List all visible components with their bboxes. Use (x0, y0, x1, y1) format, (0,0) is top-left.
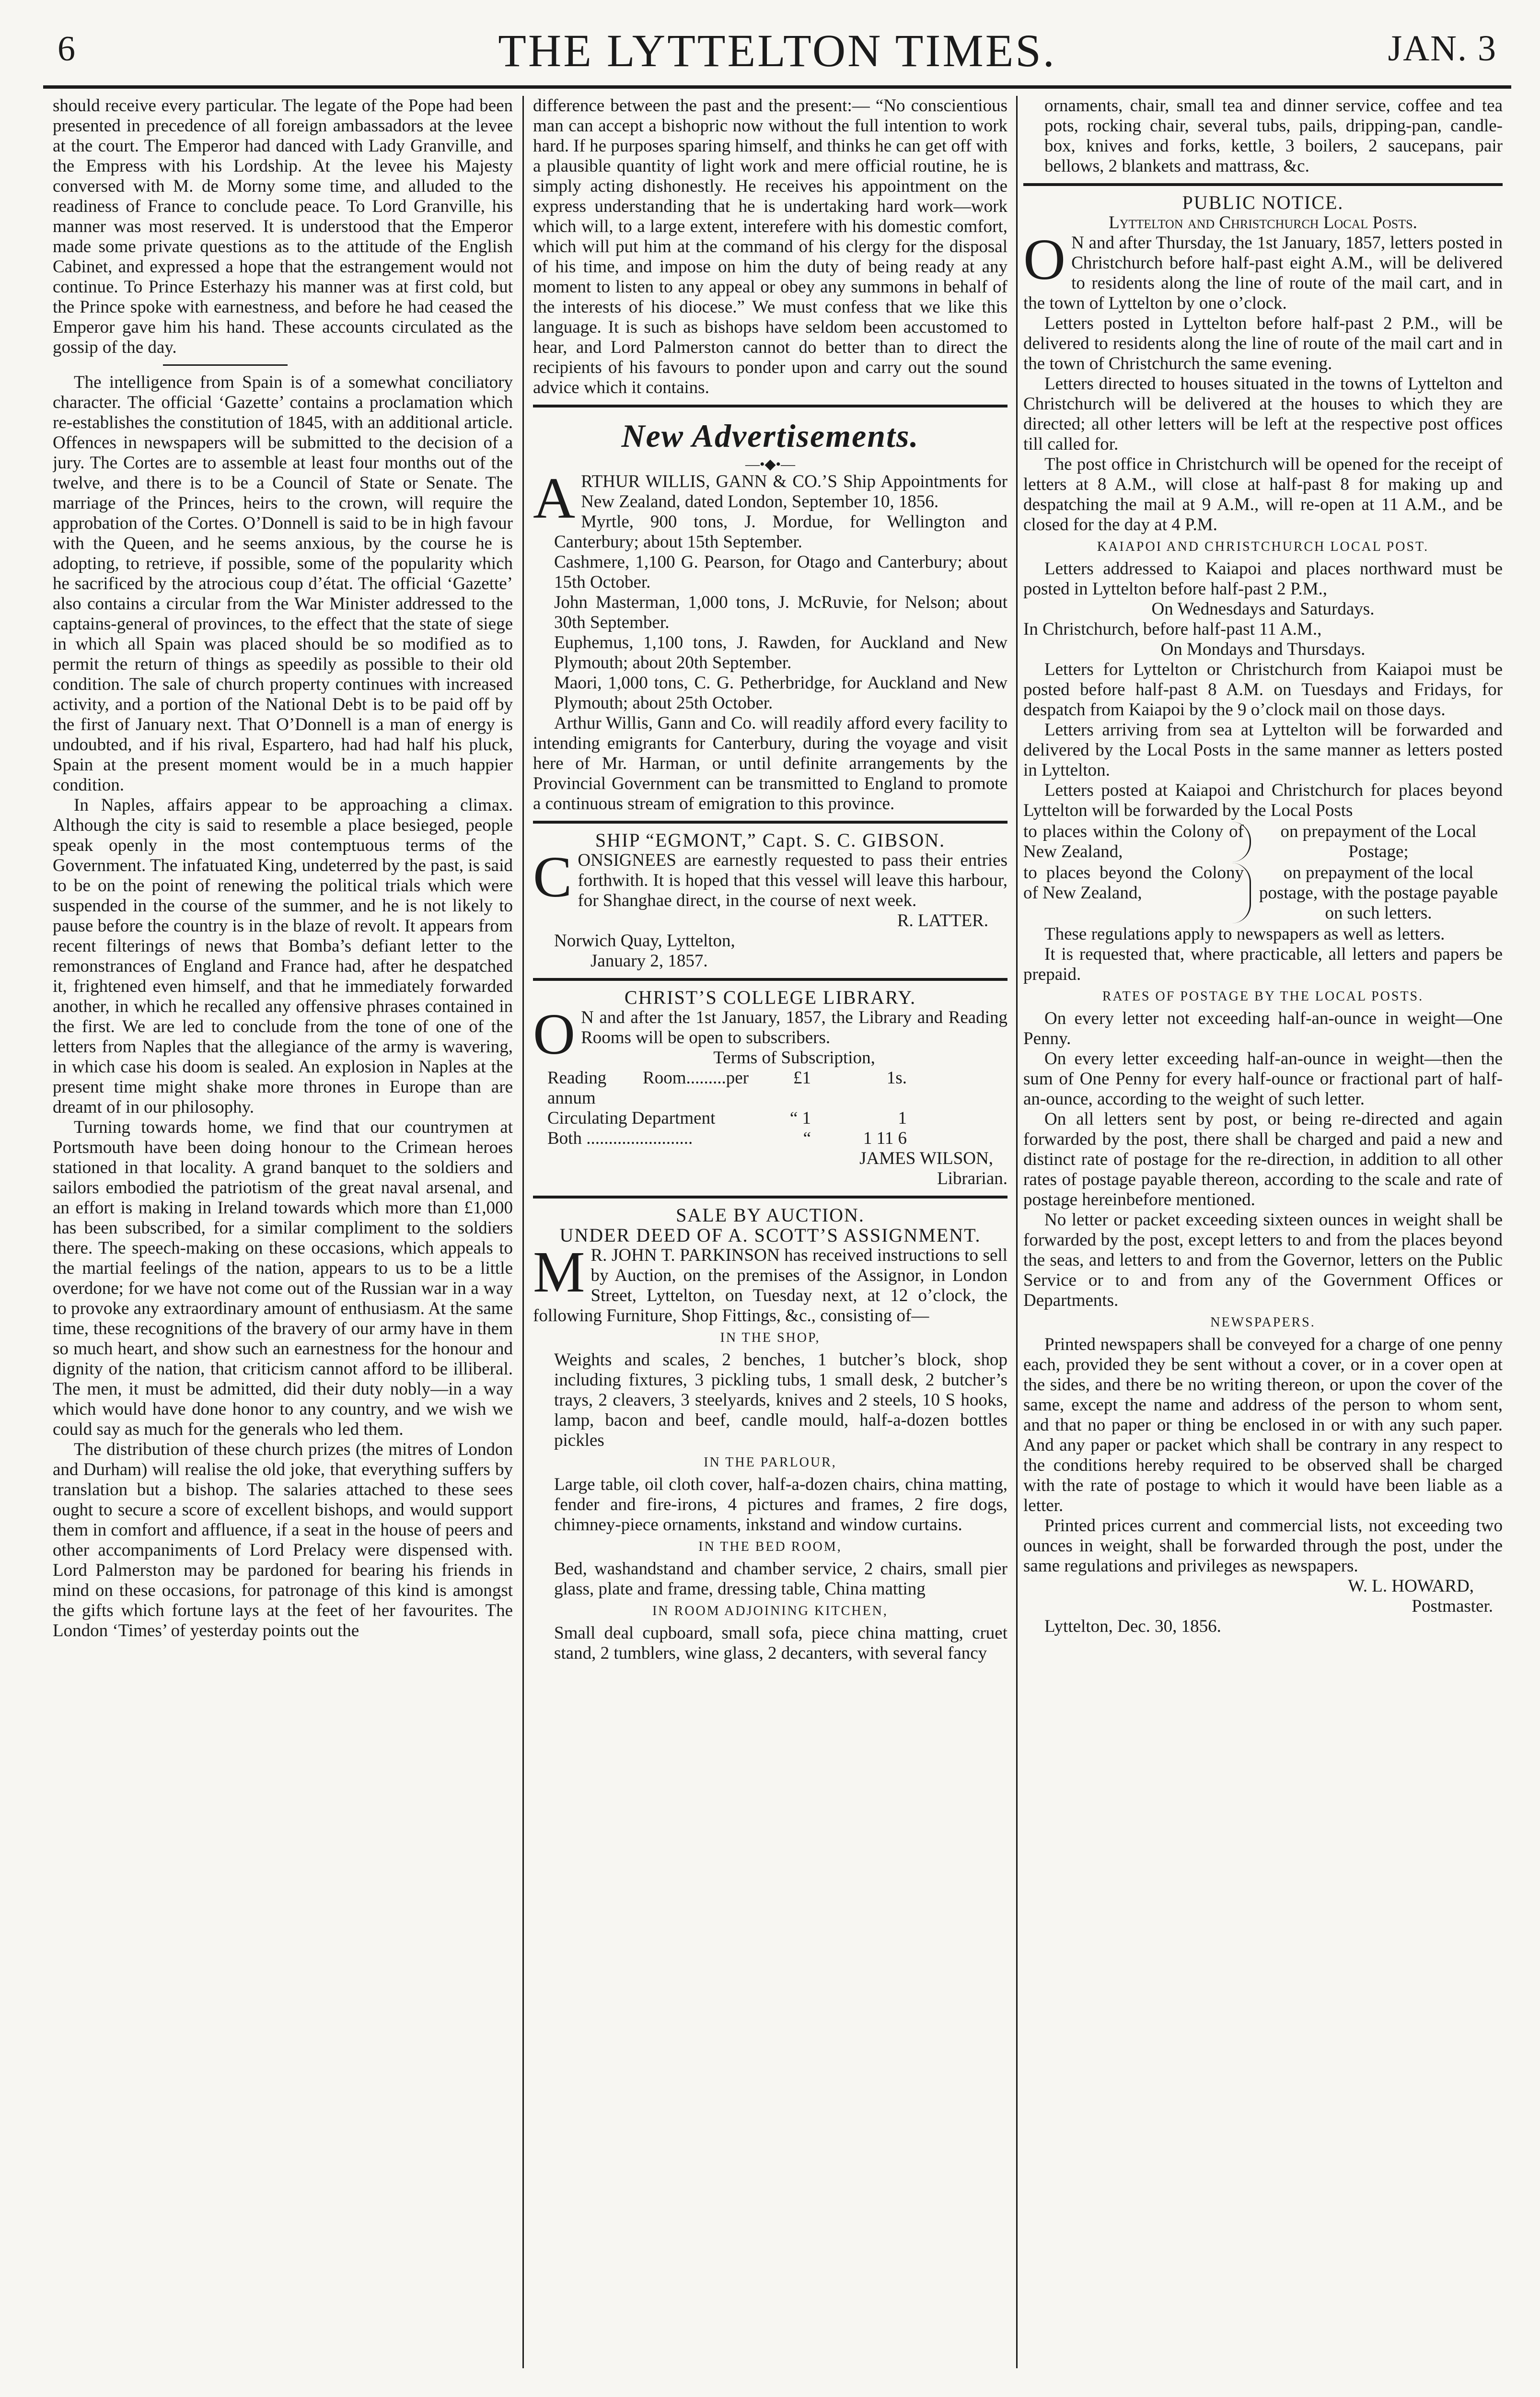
subscription-row: Both ........................ “ 1 11 6 (547, 1129, 907, 1148)
column-2 (533, 96, 1007, 2383)
egmont-advertisement (533, 830, 1007, 971)
postage-brace (1023, 822, 1503, 862)
egmont-title: SHIP “EGMONT,” Capt. S. C. GIBSON. (595, 829, 946, 851)
masthead-rule (43, 85, 1511, 89)
kitchen-heading: IN ROOM ADJOINING KITCHEN, (652, 1604, 888, 1618)
section-rule (1023, 183, 1503, 186)
article-paragraph: Turning towards home, we find that our countrymen at Portsmouth have been doing honour to the Crimean heroes stationed in that locality. A grand banquet to the soldiers and sailors embodied the patriotism of the great naval arsenal, and an effort is making in Ireland towards which more than £1,000 has been subscribed, for a similar compliment to the soldiers there. The speech-making on these occasions, which appeals to the martial feelings of the nation, appears to us to be a little overdone; for we have not come out of the Russian war in a way to provoke any extraordinary amount of enthusiasm. At the same time, these recognitions of the bravery of our army have in them so much heart, and show such an earnestness for the honour and dignity of the nation, that criticism cannot afford to be illiberal. The men, it must be admitted, did their duty nobly—in a way which would have done honor to any country, and we wish we could say as much for the generals who led them. (53, 1117, 513, 1439)
dropcap: C (533, 845, 572, 909)
column-divider (1016, 96, 1018, 2368)
auction-subtitle: UNDER DEED OF A. SCOTT’S ASSIGNMENT. (559, 1224, 981, 1246)
masthead (43, 14, 1511, 81)
egmont-date: January 2, 1857. (591, 951, 708, 971)
article-paragraph: should receive every particular. The legate of the Pope had been presented in precedence of all foreign ambassadors at the levee at the court. The Emperor had danced with Lady Granville, and the Empress with his Lordship. At the levee his Majesty conversed with M. de Morny some time, and alluded to the readiness of France to conclude peace. To Lord Granville, his manner was most reserved. It is understood that the Emperor made some private questions as to the attitude of the English Cabinet, and expressed a hope that the estrangement would not continue. To Prince Esterhazy his manner was at first cold, but the Prince spoke with earnestness, and before he had ceased the Emperor gave him his hand. These accounts circulated as the gossip of the day. (53, 96, 513, 357)
section-rule (533, 1196, 1007, 1198)
auction-title: SALE BY AUCTION. (676, 1204, 865, 1226)
kaiapoi-days: On Mondays and Thursdays. (1160, 640, 1366, 659)
parlour-heading: IN THE PARLOUR, (704, 1455, 837, 1470)
kaiapoi-paragraph: It is requested that, where practicable, all letters and papers be prepaid. (1023, 944, 1503, 984)
brace-left: to places within the Colony of New Zealand, (1023, 822, 1251, 862)
postmaster-role: Postmaster. (1412, 1596, 1493, 1616)
new-advertisements-heading: New Advertisements. (621, 418, 919, 454)
notice-paragraph: The post office in Christchurch will be opened for the receipt of letters at 8 A.M., will close at half-past 8 for making up and despatching the mail at 9 A.M., will re-open at 11 A.M., and be closed for the day at 4 P.M. (1023, 454, 1503, 535)
newspapers-paragraph: Printed newspapers shall be conveyed for a charge of one penny each, provided they be sent without a cover, or in a cover open at the sides, and there be no writing thereon, or upon the cover of the same, except the name and address of the person to whom sent, and that no paper or thing be enclosed in or with any such paper. And any paper or packet which shall be contrary in any respect to the conditions hereby required to be observed shall be charged with the rate of postage to which it would have been liable as a letter. (1023, 1335, 1503, 1515)
kaiapoi-paragraph: Letters addressed to Kaiapoi and places northward must be posted in Lyttelton before half-past 2 P.M., (1023, 559, 1503, 599)
newspapers-paragraph: Printed prices current and commercial lists, not exceeding two ounces in weight, shall be forwarded through the post, under the same regulations and privileges as newspapers. (1023, 1516, 1503, 1576)
library-body: N and after the 1st January, 1857, the Library and Reading Rooms will be open to subscribers. (581, 1008, 1007, 1047)
bedroom-heading: IN THE BED ROOM, (698, 1539, 842, 1554)
postmaster-signature: W. L. HOWARD, (1348, 1576, 1474, 1596)
kaiapoi-paragraph: Letters arriving from sea at Lyttelton will be forwarded and delivered by the Local Posts in the same manner as letters posted in Lyttelton. (1023, 720, 1503, 780)
bedroom-items: Bed, washandstand and chamber service, 2 chairs, small pier glass, plate and frame, dressing table, China matting (554, 1559, 1007, 1599)
kaiapoi-paragraph: In Christchurch, before half-past 11 A.M., (1023, 619, 1322, 639)
shop-heading: IN THE SHOP, (720, 1330, 821, 1345)
paragraph-rule (163, 364, 288, 366)
notice-title: PUBLIC NOTICE. (1182, 192, 1344, 213)
ship-entry: Myrtle, 900 tons, J. Mordue, for Wellington and Canterbury; about 15th September. (554, 512, 1007, 552)
column-divider (522, 96, 524, 2368)
subscription-row: Circulating Department “ 1 1 (547, 1108, 907, 1128)
rates-paragraph: On all letters sent by post, or being re-directed and again forwarded by the post, there shall be charged and paid a new and distinct rate of postage for the re-direction, in addition to all other rates of postage payable thereon, according to the scale and rate of postage hereinbefore mentioned. (1023, 1109, 1503, 1210)
kitchen-items: Small deal cupboard, small sofa, piece china matting, cruet stand, 2 tumblers, wine glass, 2 decanters, with several fancy (554, 1623, 1007, 1663)
article-paragraph: The distribution of these church prizes (the mitres of London and Durham) will realise the old joke, that everything suffers by translation but a bishop. The salaries attached to these sees ought to secure a score of excellent bishops, and would support them in comfort and affluence, if a seat in the house of peers and other accompaniments of Lord Prelacy were dispensed with. Lord Palmerston may be pardoned for bearing his friends in mind on these occasions, for patronage of this kind is amongst the gifts which fortune lays at the feet of her favourites. The London ‘Times’ of yesterday points out the (53, 1440, 513, 1641)
kaiapoi-paragraph: Letters for Lyttelton or Christchurch from Kaiapoi must be posted before half-past 8 A.M. on Tuesdays and Fridays, for despatch from Kaiapoi by the 9 o’clock mail on those days. (1023, 660, 1503, 720)
library-advertisement (533, 988, 1007, 1189)
dropcap: M (533, 1240, 585, 1304)
brace-right: on prepayment of the Local Postage; (1280, 822, 1477, 861)
parlour-items: Large table, oil cloth cover, half-a-dozen chairs, china matting, fender and fire-irons, 4 pictures and frames, 2 fire dogs, chimney-piece ornaments, inkstand and window curtains. (554, 1475, 1007, 1535)
dropcap: O (533, 1002, 576, 1067)
column-3 (1023, 96, 1503, 2383)
newspapers-heading: NEWSPAPERS. (1210, 1315, 1316, 1330)
ship-entry: John Masterman, 1,000 tons, J. McRuvie, for Nelson; about 30th September. (554, 593, 1007, 632)
public-notice (1023, 193, 1503, 1637)
rates-paragraph: No letter or packet exceeding sixteen ounces in weight shall be forwarded by the post, except letters to and from the places beyond the seas, and letters to and from the Governor, letters on the Public Service or to and from any of the Government Offices or Departments. (1023, 1210, 1503, 1310)
subscription-row: Reading Room.........per annum £1 1s. (547, 1068, 907, 1108)
kaiapoi-paragraph: These regulations apply to newspapers as well as letters. (1044, 924, 1445, 944)
willis-lead: RTHUR WILLIS, GANN & CO.’S Ship Appointments for New Zealand, dated London, September 10, 1856. (581, 472, 1007, 512)
library-title: CHRIST’S COLLEGE LIBRARY. (624, 987, 916, 1008)
article-paragraph: The intelligence from Spain is of a somewhat conciliatory character. The official ‘Gazette’ contains a proclamation which re-establishes the constitution of 1845, with an additional article. Offences in newspapers will be submitted to the decision of a jury. The Cortes are to assemble at least four months out of the twelve, and there is to be a Council of State or Senate. The marriage of the Princes, heirs to the crown, will require the approbation of the Cortes. O’Donnell is said to be in high favour with the Queen, and he seems anxious, by the course he is adopting, to retrieve, if possible, some of the popularity which he sacrificed by the atrocious coup d’état. The official ‘Gazette’ also contains a circular from the War Minister addressed to the captains-general of provinces, to the effect that the state of siege in which all Spain was placed should be so modified as to permit the return of things as speedily as possible to their old condition. The sale of church property continues with increased activity, and a portion of the National Debt is to be paid off by the first of January next. That O’Donnell is a man of energy is undoubted, and if his rival, Espartero, had had half his pluck, Spain at the present moment would be in a much happier condition. (53, 372, 513, 795)
notice-paragraph: Letters posted in Lyttelton before half-past 2 P.M., will be delivered to residents along the line of route of the mail cart and in the town of Christchurch the same evening. (1023, 314, 1503, 373)
article-paragraph: In Naples, affairs appear to be approaching a climax. Although the city is said to resemble a place besieged, people speak openly in the most contemptuous terms of the Government. The infatuated King, undeterred by the past, is said to be on the point of renewing the political trials which were suspended in the course of the summer, and he is not likely to pause before the country is in the blaze of revolt. It appears from recent filterings of news that Bomba’s defiant letter to the remonstrances of England and France had, after he despatched it, frightened even himself, and that he immediately forwarded another, in which he recalled any offensive phrases contained in the first. We are led to conclude from the tone of one of the letters from Naples that the allegiance of the army is wavering, in which case his doom is sealed. An explosion in Naples at the present time might shake more thrones in Europe than are dreamt of in our philosophy. (53, 795, 513, 1117)
newspaper-title: THE LYTTELTON TIMES. (498, 25, 1056, 76)
ship-entry: Euphemus, 1,100 tons, J. Rawden, for Auckland and New Plymouth; about 20th September. (554, 633, 1007, 673)
rates-paragraph: On every letter exceeding half-an-ounce in weight—then the sum of One Penny for every half-ounce or fractional part of half-an-ounce, according to the weight of such letter. (1023, 1049, 1503, 1109)
willis-advertisement (533, 466, 1007, 814)
kaiapoi-heading: KAIAPOI AND CHRISTCHURCH LOCAL POST. (1097, 539, 1429, 554)
auction-advertisement (533, 1205, 1007, 1664)
kaiapoi-paragraph: Letters posted at Kaiapoi and Christchurch for places beyond Lyttelton will be forwarded by the Local Posts (1023, 780, 1503, 820)
ship-entry: Cashmere, 1,100 G. Pearson, for Otago and Canterbury; about 15th October. (554, 552, 1007, 592)
section-rule (533, 978, 1007, 981)
issue-date: JAN. 3 (1388, 28, 1497, 69)
section-rule (533, 821, 1007, 824)
brace-left: to places beyond the Colony of New Zealand, (1023, 863, 1251, 923)
ornament-divider: —•◆•— (745, 456, 796, 472)
willis-body: Arthur Willis, Gann and Co. will readily afford every facility to intending emigrants for Canterbury, during the voyage and visit here of Mr. Harman, or until definite arrangements by the Provincial Government can be transmitted to England to promote a continuous stream of emigration to this province. (533, 713, 1007, 814)
egmont-place: Norwich Quay, Lyttelton, (554, 931, 735, 951)
library-signature: JAMES WILSON, (859, 1149, 993, 1168)
ship-entry: Maori, 1,000 tons, C. G. Petherbridge, for Auckland and New Plymouth; about 25th October. (554, 673, 1007, 713)
postage-brace (1023, 863, 1503, 923)
shop-items: Weights and scales, 2 benches, 1 butcher’s block, shop including fixtures, 3 pickling tubs, 1 small desk, 2 butcher’s trays, 2 cleavers, 3 steelyards, knives and 2 steels, 10 S hooks, lamp, bacon and beef, candle mould, half-a-dozen bottles pickles (554, 1350, 1007, 1450)
notice-opening: N and after Thursday, the 1st January, 1857, letters posted in Christchurch before half-past eight A.M., will be delivered to residents along the line of route of the mail cart, and in the town of Lyttelton by one o’clock. (1023, 233, 1503, 313)
egmont-signature: R. LATTER. (897, 911, 988, 931)
column-1 (53, 96, 513, 2383)
library-role: Librarian. (937, 1169, 1007, 1188)
brace-right: on prepayment of the local postage, with the postage payable on such letters. (1259, 863, 1498, 923)
page-number: 6 (58, 29, 75, 69)
article-continuation: difference between the past and the present:— “No conscientious man can accept a bishopric now without the full intention to work hard. If he purposes sparing himself, and thinks he can get off with a plausible quantity of light work and mere official routine, he is simply acting dishonestly. He receives his appointment on the express understanding that he is undertaking hard work—work which will, to a large extent, interefere with his domestic comfort, which will put him at the command of his clergy for the disposal of his time, and impose on him the duty of being ready at any moment to listen to any appeal or obey any summons in behalf of the interests of his diocese.” We must confess that we like this language. It is such as bishops have seldom been accustomed to hear, and Lord Palmerston cannot do better than to direct the recipients of his favours to ponder upon and carry out the sound advice which it contains. (533, 96, 1007, 397)
dropcap: A (533, 466, 576, 531)
auction-continuation: ornaments, chair, small tea and dinner service, coffee and tea pots, rocking chair, several tubs, pails, dripping-pan, candle-box, knives and forks, kettle, 3 boilers, 2 saucepans, pair bellows, 2 blankets and mattrass, &c. (1044, 96, 1503, 176)
section-rule (533, 405, 1007, 407)
kaiapoi-days: On Wednesdays and Saturdays. (1151, 599, 1375, 619)
rates-paragraph: On every letter not exceeding half-an-ounce in weight—One Penny. (1023, 1009, 1503, 1048)
rates-heading: RATES OF POSTAGE BY THE LOCAL POSTS. (1102, 989, 1424, 1004)
notice-subtitle: Lyttelton and Christchurch Local Posts. (1109, 213, 1417, 233)
notice-dateline: Lyttelton, Dec. 30, 1856. (1044, 1617, 1221, 1636)
dropcap: O (1023, 227, 1066, 292)
terms-heading: Terms of Subscription, (713, 1048, 875, 1068)
egmont-body: ONSIGNEES are earnestly requested to pass their entries forthwith. It is hoped that this vessel will leave this harbour, for Shanghae direct, in the course of next week. (578, 850, 1007, 910)
notice-paragraph: Letters directed to houses situated in the towns of Lyttelton and Christchurch will be delivered at the houses to which they are directed; all other letters will be left at the respective post offices till called for. (1023, 374, 1503, 454)
auction-body: R. JOHN T. PARKINSON has received instructions to sell by Auction, on the premises of the Assignor, in London Street, Lyttelton, on Tuesday next, at 12 o’clock, the following Furniture, Shop Fittings, &c., consisting of— (533, 1245, 1007, 1326)
